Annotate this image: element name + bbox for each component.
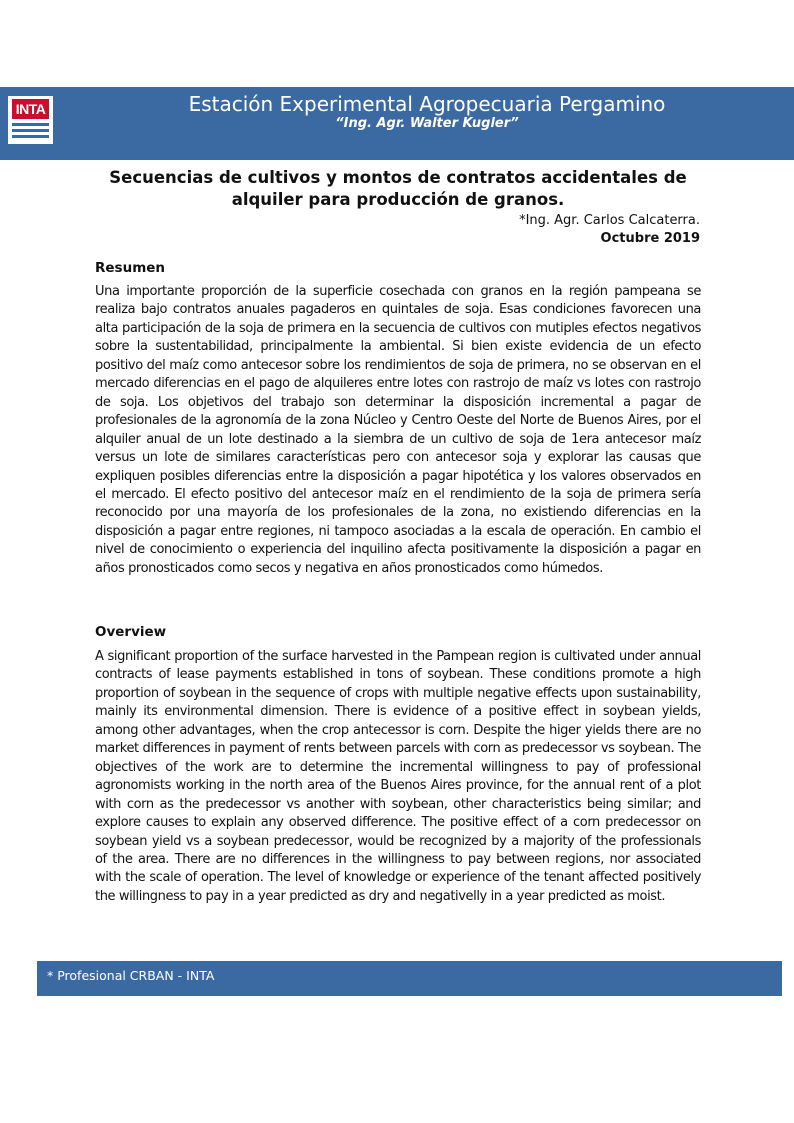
- header-band: [0, 87, 794, 160]
- author: *Ing. Agr. Carlos Calcaterra.: [519, 213, 700, 228]
- logo-stripe: [12, 129, 49, 132]
- logo-stripe: [12, 123, 49, 126]
- overview-paragraph: A significant proportion of the surface harvested in the Pampean region is cultivated under annual contracts of lease payments established in tons of soybean. These conditions promote a high proportion of soybean in the sequence of crops with multiple negative effects upon sustainability, mainly its environmental dimension. There is evidence of a positive effect in soybean yields, among other advantages, when the crop antecessor is corn. Despite the higer yields there are no market differences in payment of rents between parcels with corn as predecessor vs soybean. The objectives of the work are to determine the incremental willingness to pay of professional agronomists working in the north area of the Buenos Aires province, for the annual rent of a plot with corn as the predecessor vs another with soybean, other characteristics being similar; and explore causes to explain any observed difference. The positive effect of a corn predecessor on soybean yield vs a soybean predecessor, would be recognized by a majority of the professionals of the area. There are no differences in the willingness to pay between regions, nor associated with the scale of operation. The level of knowledge or experience of the tenant affected positively the willingness to pay in a year predicted as dry and negativelly in a year predicted as moist.: [95, 649, 701, 904]
- inta-logo: [8, 96, 53, 144]
- logo-text: INTA: [12, 99, 49, 119]
- footer-note: * Profesional CRBAN - INTA: [47, 968, 215, 983]
- footer-band: [37, 961, 782, 996]
- overview-heading: Overview: [95, 624, 167, 640]
- header-subtitle: “Ing. Agr. Walter Kugler”: [335, 116, 519, 131]
- resumen-heading: Resumen: [95, 260, 166, 276]
- logo-stripe: [12, 135, 49, 138]
- document-date: Octubre 2019: [600, 231, 700, 246]
- resumen-paragraph: Una importante proporción de la superficie cosechada con granos en la región pampeana se realiza bajo contratos anuales pagaderos en quintales de soja. Esas condiciones favorecen una alta participación de la soja de primera en la secuencia de cultivos con mutiples efectos negativos sobre la sustentabilidad, principalmente la ambiental. Si bien existe evidencia de un efecto positivo del maíz como antecesor sobre los rendimientos de soja de primera, no se observan en el mercado diferencias en el pago de alquileres entre lotes con rastrojo de maíz vs lotes con rastrojo de soja. Los objetivos del trabajo son determinar la disposición incremental a pagar de profesionales de la agronomía de la zona Núcleo y Centro Oeste del Norte de Buenos Aires, por el alquiler anual de un lote destinado a la siembra de un cultivo de soja de 1era antecesor maíz versus un lote de similares características pero con antecesor soja y explorar las causas que expliquen posibles diferencias entre la disposición a pagar hipotética y los valores observados en el mercado. El efecto positivo del antecesor maíz en el rendimiento de la soja de primera sería reconocido por una mayoría de los profesionales de la zona, no existiendo diferencias en la disposición a pagar entre regiones, ni tampoco asociadas a la escala de operación. En cambio el nivel de conocimiento o experiencia del inquilino afecta positivamente la disposición a pagar en años pronosticados como secos y negativa en años pronosticados como húmedos.: [95, 284, 701, 576]
- header-title: Estación Experimental Agropecuaria Pergamino: [188, 92, 666, 116]
- document-title: Secuencias de cultivos y montos de contratos accidentales de alquiler para producción de granos.: [109, 168, 687, 209]
